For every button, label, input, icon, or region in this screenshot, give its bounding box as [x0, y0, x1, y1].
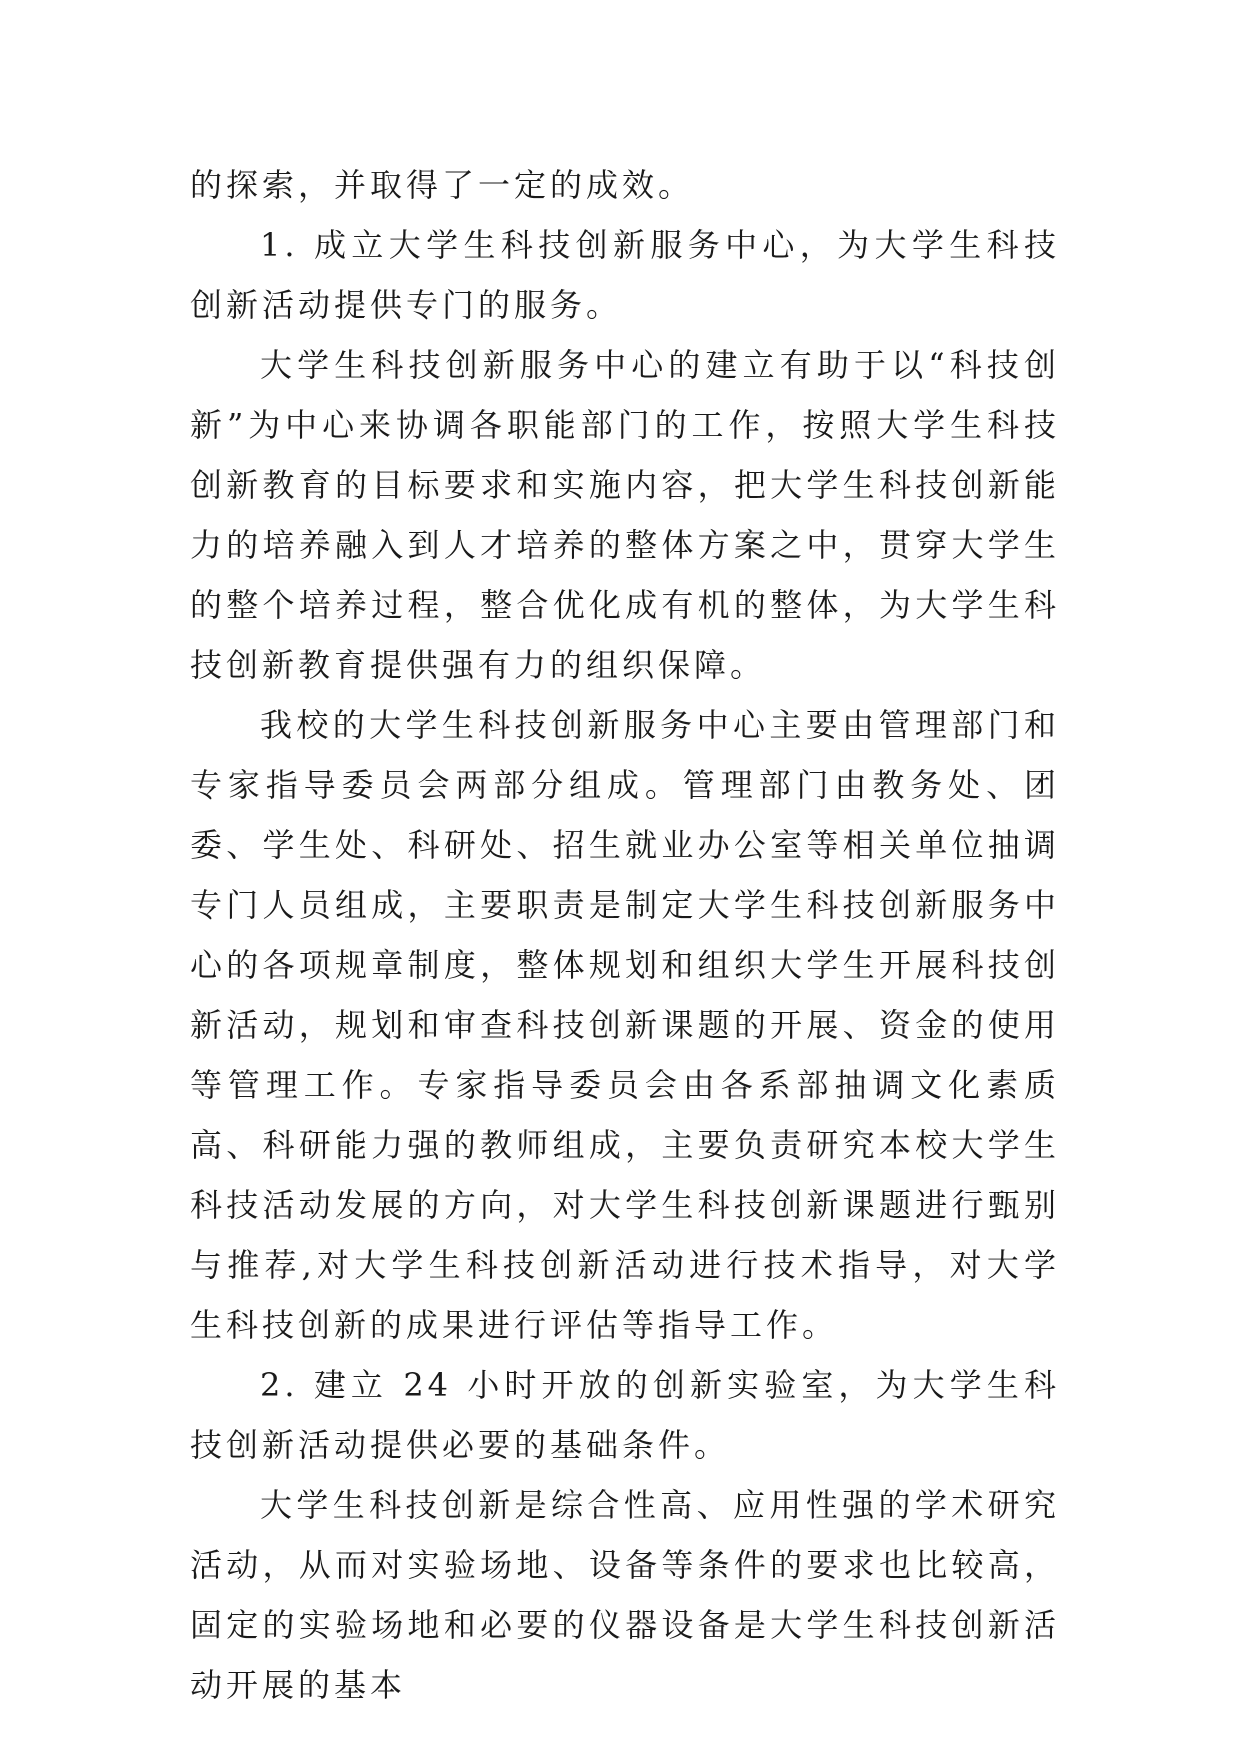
paragraph-service-center: 大学生科技创新服务中心的建立有助于以“科技创新”为中心来协调各职能部门的工作，按照大学生科技创新教育的目标要求和实施内容，把大学生科技创新能力的培养融入到人才培养的整体方案之中，贯穿大学生的整个培养过程，整合优化成有机的整体，为大学生科技创新教育提供强有力的组织保障。 [190, 346, 1060, 684]
section-heading-1: 1. 成立大学生科技创新服务中心，为大学生科技创新活动提供专门的服务。 [190, 226, 1060, 324]
paragraph-center-structure: 我校的大学生科技创新服务中心主要由管理部门和专家指导委员会两部分组成。管理部门由教务处、团委、学生处、科研处、招生就业办公室等相关单位抽调专门人员组成，主要职责是制定大学生科技创新服务中心的各项规章制度，整体规划和组织大学生开展科技创新活动，规划和审查科技创新课题的开展、资金的使用等管理工作。专家指导委员会由各系部抽调文化素质高、科研能力强的教师组成，主要负责研究本校大学生科技活动发展的方向，对大学生科技创新课题进行甄别与推荐,对大学生科技创新活动进行技术指导，对大学生科技创新的成果进行评估等指导工作。 [190, 706, 1060, 1344]
paragraph-continuation: 的探索，并取得了一定的成效。 [190, 166, 695, 204]
body-text [190, 155, 1060, 1715]
paragraph-lab-conditions: 大学生科技创新是综合性高、应用性强的学术研究活动，从而对实验场地、设备等条件的要求也比较高，固定的实验场地和必要的仪器设备是大学生科技创新活动开展的基本 [190, 1486, 1060, 1704]
section-heading-2: 2. 建立 24 小时开放的创新实验室，为大学生科技创新活动提供必要的基础条件。 [190, 1366, 1060, 1464]
